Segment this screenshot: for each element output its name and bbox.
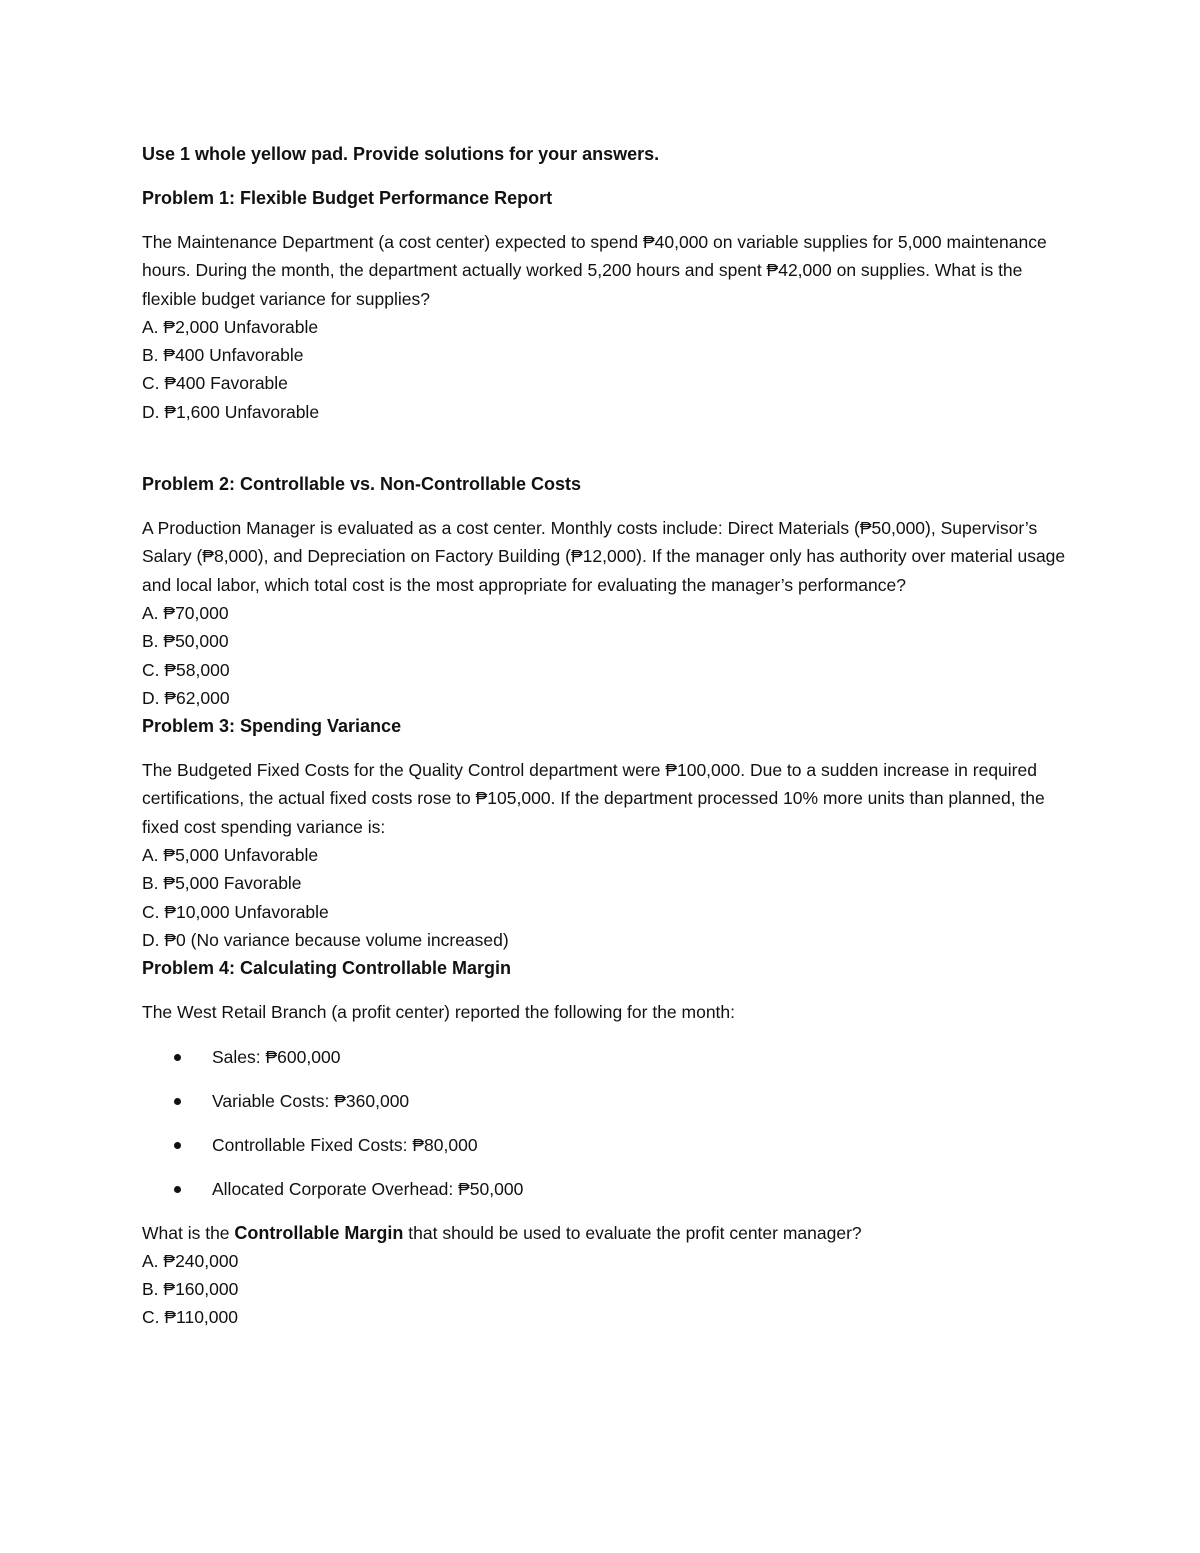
question-end: that should be used to evaluate the profit center manager? [403,1222,862,1243]
problem-2-text: A Production Manager is evaluated as a cost center. Monthly costs include: Direct Materials (₱50,000), Supervisor’s Salary (₱8,000), and Depreciation on Factory Building (₱12,000). If the manager only has authority over material usage and local labor, which total cost is the most appropriate for evaluating the manager’s performance? [142,518,1066,595]
choice-a: A. ₱2,000 Unfavorable [142,316,319,337]
problem-2 [142,470,1072,712]
problem-4-items [142,1043,1072,1203]
problem-1-title: Problem 1: Flexible Budget Performance Report [142,188,553,208]
spacer [142,426,1072,470]
choice-d: D. ₱62,000 [142,687,230,708]
choice-b: B. ₱160,000 [142,1279,239,1300]
problem-4-choices [142,1247,1072,1332]
problem-4-intro: The West Retail Branch (a profit center) reported the following for the month: [142,1002,736,1023]
bullet-icon [174,1098,181,1105]
choice-c: C. ₱58,000 [142,659,230,680]
item-text: Allocated Corporate Overhead: ₱50,000 [212,1178,524,1199]
item-text: Variable Costs: ₱360,000 [212,1090,410,1111]
choice-c: C. ₱110,000 [142,1307,238,1328]
problem-1-choices [142,313,1072,426]
instructions: Use 1 whole yellow pad. Provide solutions for your answers. [142,144,660,164]
choice-d: D. ₱1,600 Unfavorable [142,401,320,422]
list-item [142,1043,1072,1071]
document-page [142,140,1072,1332]
choice-b: B. ₱50,000 [142,631,229,652]
problem-2-choices [142,599,1072,712]
problem-1-text: The Maintenance Department (a cost center) expected to spend ₱40,000 on variable supplies for 5,000 maintenance hours. During the month, the department actually worked 5,200 hours and spent ₱42,000 on supplies. What is the flexible budget variance for supplies? [142,232,1047,309]
choice-c: C. ₱400 Favorable [142,373,288,394]
choice-a: A. ₱70,000 [142,602,229,623]
choice-d: D. ₱0 (No variance because volume increased) [142,929,509,950]
question-start: What is the [142,1222,235,1243]
choice-b: B. ₱400 Unfavorable [142,345,304,366]
problem-3-text: The Budgeted Fixed Costs for the Quality Control department were ₱100,000. Due to a sudden increase in required certifications, the actual fixed costs rose to ₱105,000. If the department processed 10% more units than planned, the fixed cost spending variance is: [142,760,1045,837]
choice-a: A. ₱240,000 [142,1250,239,1271]
item-text: Controllable Fixed Costs: ₱80,000 [212,1134,478,1155]
question-emphasis: Controllable Margin [234,1222,404,1243]
choice-b: B. ₱5,000 Favorable [142,873,302,894]
problem-3-title: Problem 3: Spending Variance [142,716,402,737]
bullet-icon [174,1186,181,1193]
list-item [142,1175,1072,1203]
problem-3-choices [142,841,1072,954]
problem-4-title: Problem 4: Calculating Controllable Margin [142,958,512,979]
problem-4-question [142,1219,1072,1247]
problem-2-title: Problem 2: Controllable vs. Non-Controllable Costs [142,474,582,495]
item-text: Sales: ₱600,000 [212,1046,341,1067]
bullet-icon [174,1142,181,1149]
list-item [142,1131,1072,1159]
problem-4 [142,954,1072,1331]
bullet-icon [174,1054,181,1061]
problem-1 [142,184,1072,426]
problem-3 [142,712,1072,954]
choice-c: C. ₱10,000 Unfavorable [142,901,329,922]
choice-a: A. ₱5,000 Unfavorable [142,845,319,866]
list-item [142,1087,1072,1115]
